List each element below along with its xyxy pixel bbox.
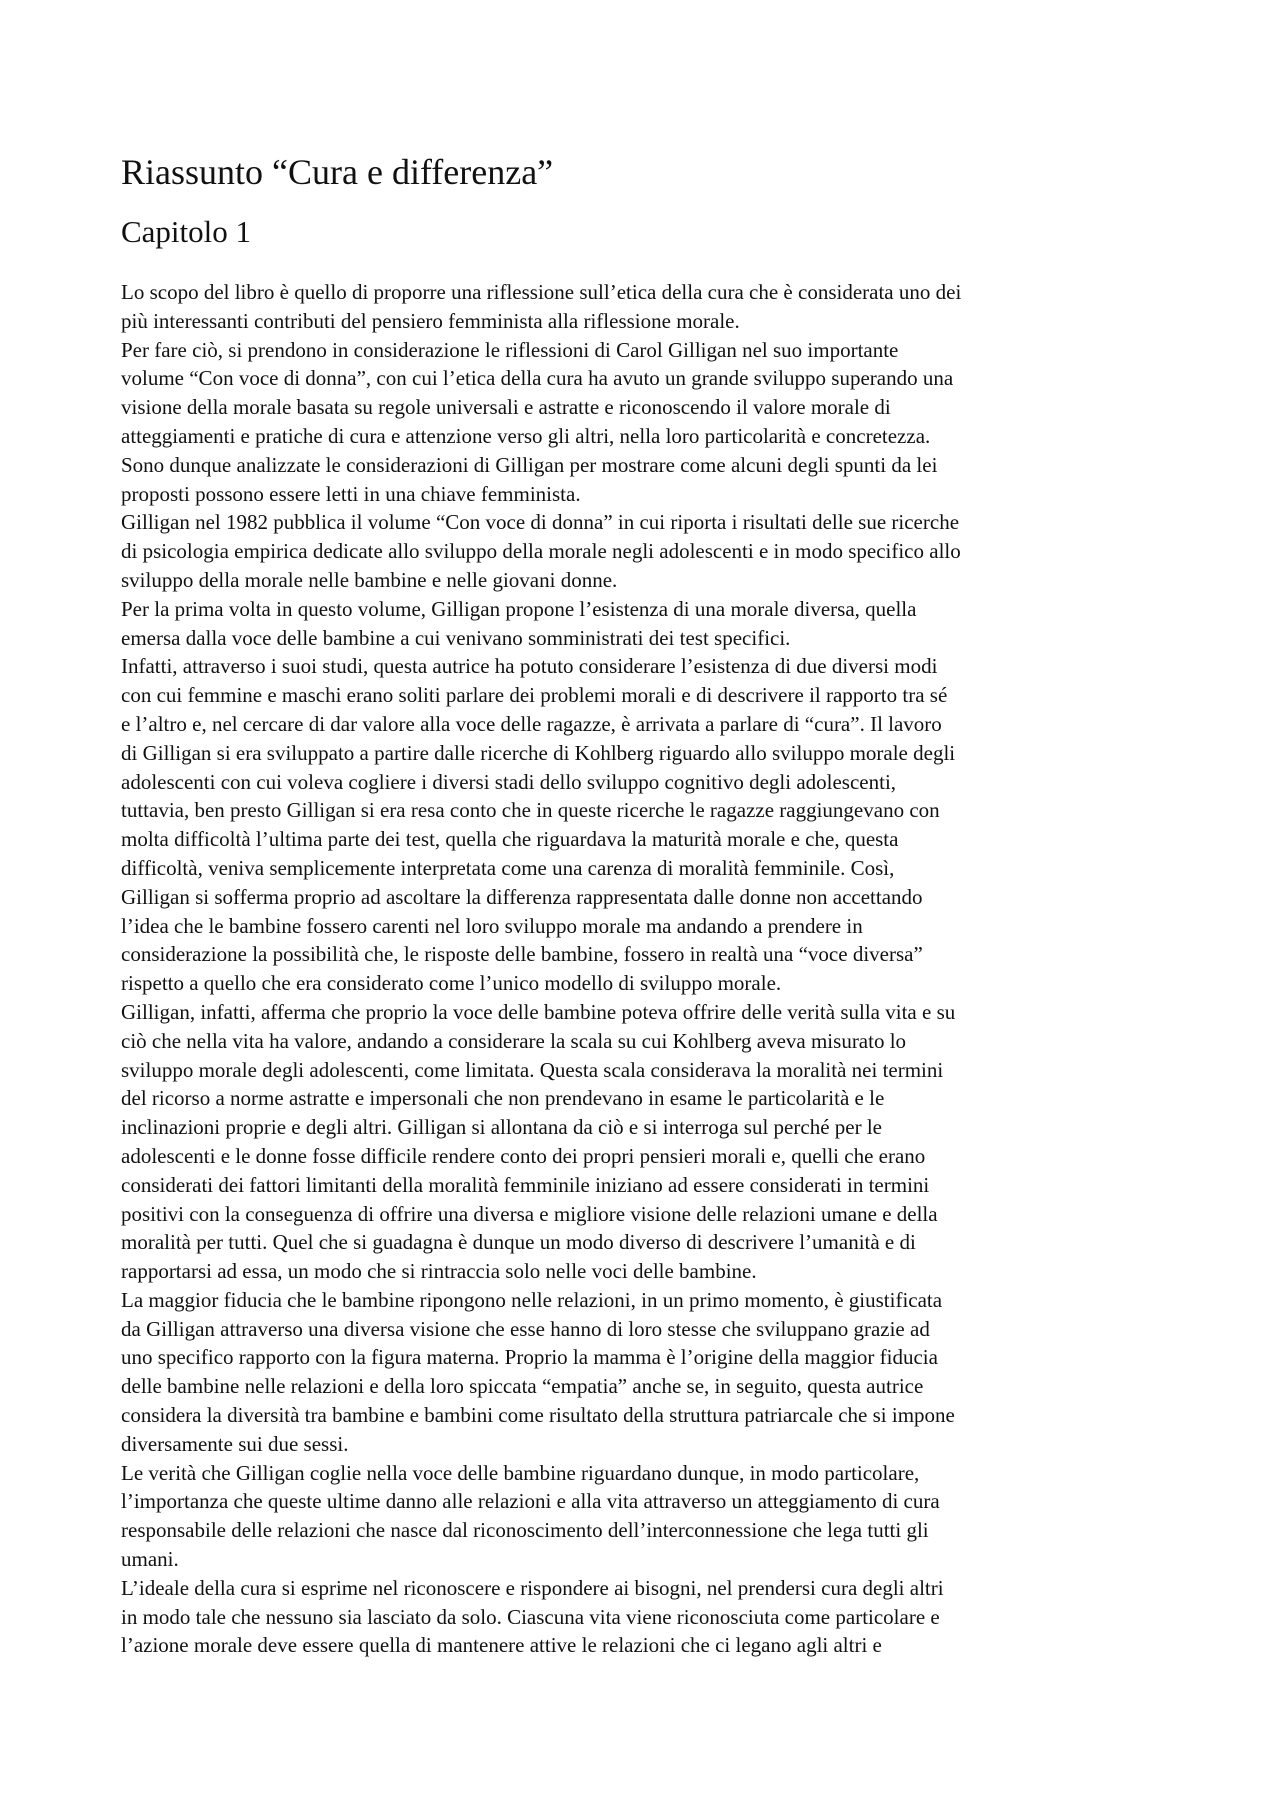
text-line: difficoltà, veniva semplicemente interpretata come una carenza di moralità femminile. Così,: [121, 855, 895, 880]
paragraph: [121, 278, 1171, 336]
text-line: l’azione morale deve essere quella di mantenere attive le relazioni che ci legano agli altri e: [121, 1633, 882, 1658]
paragraph: [121, 508, 1171, 594]
document-body: [121, 278, 1171, 1660]
paragraph: [121, 1459, 1171, 1574]
text-line: sviluppo della morale nelle bambine e nelle giovani donne.: [121, 567, 618, 592]
text-line: sviluppo morale degli adolescenti, come limitata. Questa scala considerava la moralità nei termini: [121, 1057, 944, 1082]
text-line: visione della morale basata su regole universali e astratte e riconoscendo il valore morale di: [121, 395, 891, 420]
paragraph: [121, 1574, 1171, 1660]
chapter-heading: Capitolo 1: [121, 214, 252, 249]
text-line: rapportarsi ad essa, un modo che si rintraccia solo nelle voci delle bambine.: [121, 1259, 757, 1284]
text-line: Lo scopo del libro è quello di proporre una riflessione sull’etica della cura che è considerata uno dei: [121, 280, 962, 304]
text-line: Infatti, attraverso i suoi studi, questa autrice ha potuto considerare l’esistenza di due diversi modi: [121, 654, 938, 679]
text-line: di psicologia empirica dedicate allo sviluppo della morale negli adolescenti e in modo specifico allo: [121, 539, 961, 564]
text-line: Gilligan nel 1982 pubblica il volume “Con voce di donna” in cui riporta i risultati delle sue ricerche: [121, 510, 960, 535]
text-line: inclinazioni proprie e degli altri. Gilligan si allontana da ciò e si interroga sul perché per le: [121, 1115, 882, 1140]
text-line: diversamente sui due sessi.: [121, 1431, 349, 1456]
paragraph: [121, 595, 1171, 653]
text-line: Le verità che Gilligan coglie nella voce delle bambine riguardano dunque, in modo particolare,: [121, 1460, 920, 1485]
text-line: in modo tale che nessuno sia lasciato da solo. Ciascuna vita viene riconosciuta come particolare e: [121, 1604, 940, 1629]
text-line: adolescenti con cui voleva cogliere i diversi stadi dello sviluppo cognitivo degli adolescenti,: [121, 769, 897, 794]
text-line: moralità per tutti. Quel che si guadagna è dunque un modo diverso di descrivere l’umanità e di: [121, 1230, 916, 1255]
text-line: delle bambine nelle relazioni e della loro spiccata “empatia” anche se, in seguito, questa autrice: [121, 1374, 924, 1399]
text-line: più interessanti contributi del pensiero femminista alla riflessione morale.: [121, 308, 740, 333]
text-line: e l’altro e, nel cercare di dar valore alla voce delle ragazze, è arrivata a parlare di “cura”. Il lavoro: [121, 711, 942, 736]
text-line: rispetto a quello che era considerato come l’unico modello di sviluppo morale.: [121, 971, 782, 996]
text-line: Per fare ciò, si prendono in considerazione le riflessioni di Carol Gilligan nel suo importante: [121, 337, 899, 362]
document-page: [121, 150, 1171, 1660]
paragraph: [121, 1286, 1171, 1459]
text-line: volume “Con voce di donna”, con cui l’etica della cura ha avuto un grande sviluppo superando una: [121, 366, 954, 391]
paragraph: [121, 652, 1171, 998]
text-line: umani.: [121, 1547, 179, 1572]
text-line: responsabile delle relazioni che nasce dal riconoscimento dell’interconnessione che lega tutti gli: [121, 1518, 929, 1543]
text-line: Per la prima volta in questo volume, Gilligan propone l’esistenza di una morale diversa, quella: [121, 596, 917, 621]
text-line: tuttavia, ben presto Gilligan si era resa conto che in queste ricerche le ragazze raggiungevano con: [121, 798, 940, 823]
document-title: Riassunto “Cura e differenza”: [121, 152, 554, 192]
text-line: con cui femmine e maschi erano soliti parlare dei problemi morali e di descrivere il rapporto tra sé: [121, 683, 948, 708]
text-line: atteggiamenti e pratiche di cura e attenzione verso gli altri, nella loro particolarità e concretezza.: [121, 423, 931, 448]
text-line: Gilligan, infatti, afferma che proprio la voce delle bambine poteva offrire delle verità sulla vita e su: [121, 999, 956, 1024]
text-line: La maggior fiducia che le bambine ripongono nelle relazioni, in un primo momento, è giustificata: [121, 1287, 943, 1312]
paragraph: [121, 998, 1171, 1286]
text-line: emersa dalla voce delle bambine a cui venivano somministrati dei test specifici.: [121, 625, 791, 650]
text-line: del ricorso a norme astratte e impersonali che non prendevano in esame le particolarità e le: [121, 1086, 885, 1111]
text-line: positivi con la conseguenza di offrire una diversa e migliore visione delle relazioni umane e della: [121, 1201, 938, 1226]
text-line: da Gilligan attraverso una diversa visione che esse hanno di loro stesse che sviluppano grazie ad: [121, 1316, 930, 1341]
text-line: Sono dunque analizzate le considerazioni di Gilligan per mostrare come alcuni degli spunti da lei: [121, 452, 938, 477]
text-line: ciò che nella vita ha valore, andando a considerare la scala su cui Kohlberg aveva misurato lo: [121, 1028, 907, 1053]
text-line: di Gilligan si era sviluppato a partire dalle ricerche di Kohlberg riguardo allo sviluppo morale degli: [121, 740, 956, 765]
text-line: L’ideale della cura si esprime nel riconoscere e rispondere ai bisogni, nel prendersi cura degli altri: [121, 1575, 944, 1600]
text-line: uno specifico rapporto con la figura materna. Proprio la mamma è l’origine della maggior fiducia: [121, 1345, 938, 1370]
text-line: considerazione la possibilità che, le risposte delle bambine, fossero in realtà una “voce diversa”: [121, 942, 923, 967]
text-line: molta difficoltà l’ultima parte dei test, quella che riguardava la maturità morale e che, questa: [121, 827, 899, 852]
text-line: considerati dei fattori limitanti della moralità femminile iniziano ad essere considerati in termini: [121, 1172, 930, 1197]
text-line: proposti possono essere letti in una chiave femminista.: [121, 481, 581, 506]
text-line: Gilligan si sofferma proprio ad ascoltare la differenza rappresentata dalle donne non accettando: [121, 884, 923, 909]
paragraph: [121, 336, 1171, 509]
text-line: considera la diversità tra bambine e bambini come risultato della struttura patriarcale che si impone: [121, 1403, 955, 1428]
text-line: adolescenti e le donne fosse difficile rendere conto dei propri pensieri morali e, quelli che erano: [121, 1143, 926, 1168]
text-line: l’idea che le bambine fossero carenti nel loro sviluppo morale ma andando a prendere in: [121, 913, 863, 938]
text-line: l’importanza che queste ultime danno alle relazioni e alla vita attraverso un atteggiamento di cura: [121, 1489, 940, 1514]
